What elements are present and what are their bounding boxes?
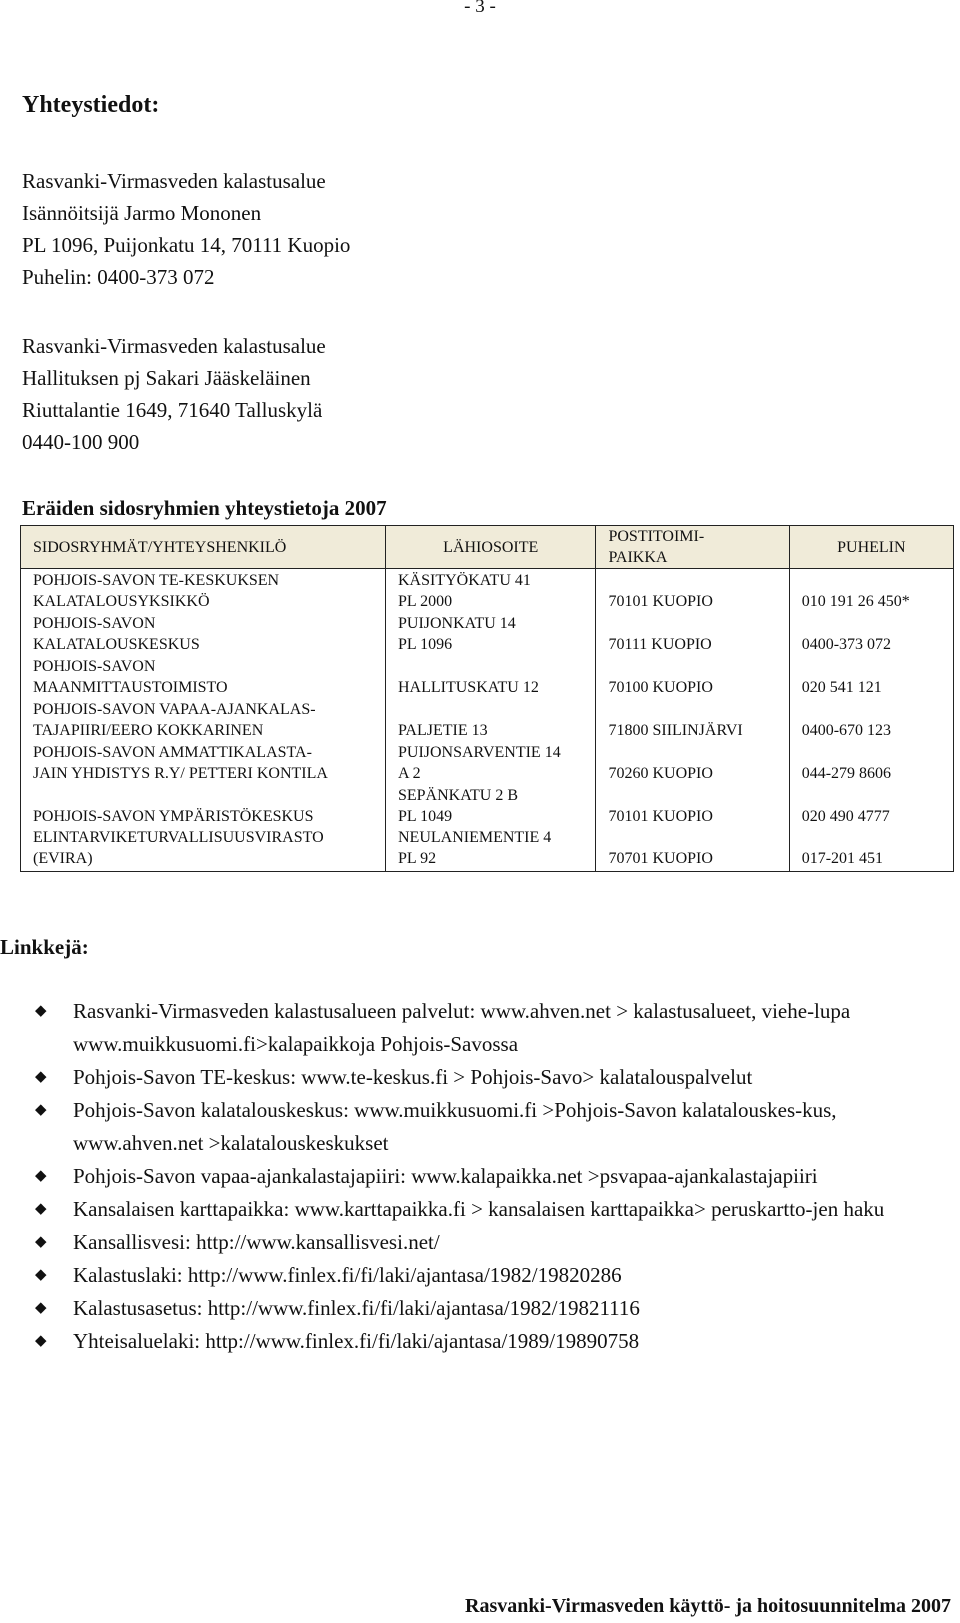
cell-stakeholder-org1: POHJOIS-SAVON [33,657,156,675]
link-text: Pohjois-Savon vapaa-ajankalastajapiiri: www.kalapaikka.net >psvapaa-ajankalastajapiiri [73,1164,818,1188]
address-line: PL 1096, Puijonkatu 14, 70111 Kuopio [22,233,351,257]
address-line: Isännöitsijä Jarmo Mononen [22,201,262,225]
cell-address [385,612,595,655]
cell-post-office [596,784,789,827]
diamond-bullet-icon: ◆ [35,1003,47,1019]
cell-phone-phone: 044-279 8606 [801,764,892,782]
address-line: Puhelin: 0400-373 072 [22,265,215,289]
cell-stakeholder-org2: POHJOIS-SAVON YMPÄRISTÖKESKUS [33,807,314,825]
cell-stakeholder-org1: POHJOIS-SAVON VAPAA-AJANKALAS- [33,700,316,718]
cell-phone-phone: 020 490 4777 [801,807,890,825]
diamond-bullet-icon: ◆ [35,1333,47,1349]
cell-stakeholder-org1: ELINTARVIKETURVALLISUUSVIRASTO [33,828,324,846]
diamond-bullet-icon: ◆ [35,1102,47,1118]
cell-phone-phone: 0400-670 123 [801,721,892,739]
cell-stakeholder-org2: (EVIRA) [33,849,93,867]
cell-phone-phone: 0400-373 072 [801,635,892,653]
list-item [35,1259,960,1292]
list-item [35,1226,960,1259]
diamond-bullet-icon: ◆ [35,1234,47,1250]
address-line: Rasvanki-Virmasveden kalastusalue [22,169,326,193]
cell-post-office-post: 70100 KUOPIO [608,678,713,696]
cell-stakeholder-org1: POHJOIS-SAVON AMMATTIKALASTA- [33,743,312,761]
table-row [21,569,954,612]
table-row [21,784,954,827]
table-row [21,655,954,698]
cell-phone [789,741,953,784]
cell-post-office-post: 70111 KUOPIO [608,635,712,653]
link-text: Yhteisaluelaki: http://www.finlex.fi/fi/laki/ajantasa/1989/19890758 [73,1329,640,1353]
cell-address-addr2: PL 1096 [397,635,453,653]
cell-address-addr1 [398,699,583,720]
cell-post-office [596,655,789,698]
page-number: - 3 - [464,0,496,17]
cell-stakeholder-org2: KALATALOUSYKSIKKÖ [33,592,210,610]
cell-post-office [596,698,789,741]
links-section-title: Linkkejä: [0,935,89,959]
list-item [35,1061,960,1094]
cell-stakeholder [21,569,386,612]
cell-stakeholder [21,698,386,741]
header-post-office [596,526,789,569]
header-phone: PUHELIN [789,526,953,569]
cell-address [385,569,595,612]
cell-post-office-post: 71800 SIILINJÄRVI [608,721,743,739]
link-text: Kalastuslaki: http://www.finlex.fi/fi/laki/ajantasa/1982/19820286 [73,1263,622,1287]
list-item [35,1292,960,1325]
cell-phone [789,612,953,655]
cell-address-addr1: PUIJONKATU 14 [397,614,516,632]
address-block-2 [22,330,326,458]
cell-address [385,784,595,827]
links-list [35,995,960,1358]
cell-address [385,741,595,784]
link-text: Kansalaisen karttapaikka: www.karttapaikka.fi > kansalaisen karttapaikka> peruskartto-jen haku [73,1197,885,1221]
list-item [35,1094,960,1160]
link-text: Rasvanki-Virmasveden kalastusalueen palvelut: www.ahven.net > kalastusalueet, viehe-lupa www.muikkusuomi.fi>kalapaikkoja Pohjois-Savossa [73,999,851,1056]
cell-phone [789,784,953,827]
address-line: Riuttalantie 1649, 71640 Talluskylä [22,398,323,422]
cell-stakeholder [21,655,386,698]
address-line: 0440-100 900 [22,430,140,454]
diamond-bullet-icon: ◆ [35,1267,47,1283]
cell-post-office [596,612,789,655]
cell-stakeholder-org2: MAANMITTAUSTOIMISTO [33,678,228,696]
cell-stakeholder [21,741,386,784]
diamond-bullet-icon: ◆ [35,1069,47,1085]
cell-address-addr2: PL 2000 [397,592,453,610]
cell-stakeholder-org1 [33,785,373,806]
cell-address-addr2: PALJETIE 13 [397,721,488,739]
link-text: Kalastusasetus: http://www.finlex.fi/fi/laki/ajantasa/1982/19821116 [73,1296,640,1320]
page-footer: Rasvanki-Virmasveden käyttö- ja hoitosuunnitelma 2007 [465,1595,951,1617]
cell-stakeholder [21,612,386,655]
cell-stakeholder [21,827,386,872]
header-post-office-line2: PAIKKA [608,549,668,566]
cell-address-addr2: PL 1049 [397,807,453,825]
contacts-section-title: Eräiden sidosryhmien yhteystietoja 2007 [22,496,387,520]
cell-post-office [596,741,789,784]
cell-post-office-post: 70701 KUOPIO [608,849,713,867]
cell-phone-phone: 020 541 121 [801,678,882,696]
cell-address-addr1: SEPÄNKATU 2 B [397,786,518,804]
cell-stakeholder-org2: JAIN YHDISTYS R.Y/ PETTERI KONTILA [33,764,328,782]
cell-phone-phone: 010 191 26 450* [801,592,910,610]
cell-address [385,698,595,741]
list-item [35,995,960,1061]
cell-post-office-post: 70101 KUOPIO [608,807,713,825]
diamond-bullet-icon: ◆ [35,1201,47,1217]
cell-address-addr2: PL 92 [397,849,437,867]
cell-post-office-post: 70101 KUOPIO [608,592,713,610]
cell-address-addr1: PUIJONSARVENTIE 14 [397,743,561,761]
link-text: Pohjois-Savon TE-keskus: www.te-keskus.fi > Pohjois-Savo> kalatalouspalvelut [73,1065,753,1089]
cell-post-office-post: 70260 KUOPIO [608,764,713,782]
cell-address-addr1 [398,656,583,677]
cell-stakeholder-org1: POHJOIS-SAVON [33,614,156,632]
table-header-row [21,526,954,569]
cell-stakeholder [21,784,386,827]
cell-address-addr1: KÄSITYÖKATU 41 [397,571,531,589]
table-row [21,698,954,741]
list-item [35,1193,960,1226]
cell-address [385,827,595,872]
table-row [21,741,954,784]
cell-post-office [596,569,789,612]
cell-post-office [596,827,789,872]
cell-phone [789,655,953,698]
cell-address-addr1: NEULANIEMENTIE 4 [397,828,552,846]
header-address: LÄHIOSOITE [385,526,595,569]
contacts-table [20,525,954,872]
address-line: Hallituksen pj Sakari Jääskeläinen [22,366,311,390]
address-block-1 [22,165,350,293]
table-row [21,612,954,655]
list-item [35,1160,960,1193]
cell-stakeholder-org1: POHJOIS-SAVON TE-KESKUKSEN [33,571,280,589]
list-item [35,1325,960,1358]
diamond-bullet-icon: ◆ [35,1300,47,1316]
diamond-bullet-icon: ◆ [35,1168,47,1184]
cell-phone [789,569,953,612]
address-line: Rasvanki-Virmasveden kalastusalue [22,334,326,358]
header-post-office-line1: POSTITOIMI- [608,528,705,545]
cell-stakeholder-org2: KALATALOUSKESKUS [33,635,200,653]
cell-phone [789,827,953,872]
header-stakeholder: SIDOSRYHMÄT/YHTEYSHENKILÖ [21,526,386,569]
cell-phone [789,698,953,741]
link-text: Pohjois-Savon kalatalouskeskus: www.muikkusuomi.fi >Pohjois-Savon kalatalouskes-kus, www.ahven.net >kalatalouskeskukset [73,1098,837,1155]
cell-address-addr2: HALLITUSKATU 12 [397,678,539,696]
cell-phone-phone: 017-201 451 [801,849,884,867]
page-title: Yhteystiedot: [22,92,160,118]
table-row [21,827,954,872]
cell-stakeholder-org2: TAJAPIIRI/EERO KOKKARINEN [33,721,264,739]
link-text: Kansallisvesi: http://www.kansallisvesi.net/ [73,1230,440,1254]
cell-address [385,655,595,698]
cell-address-addr2: A 2 [397,764,421,782]
